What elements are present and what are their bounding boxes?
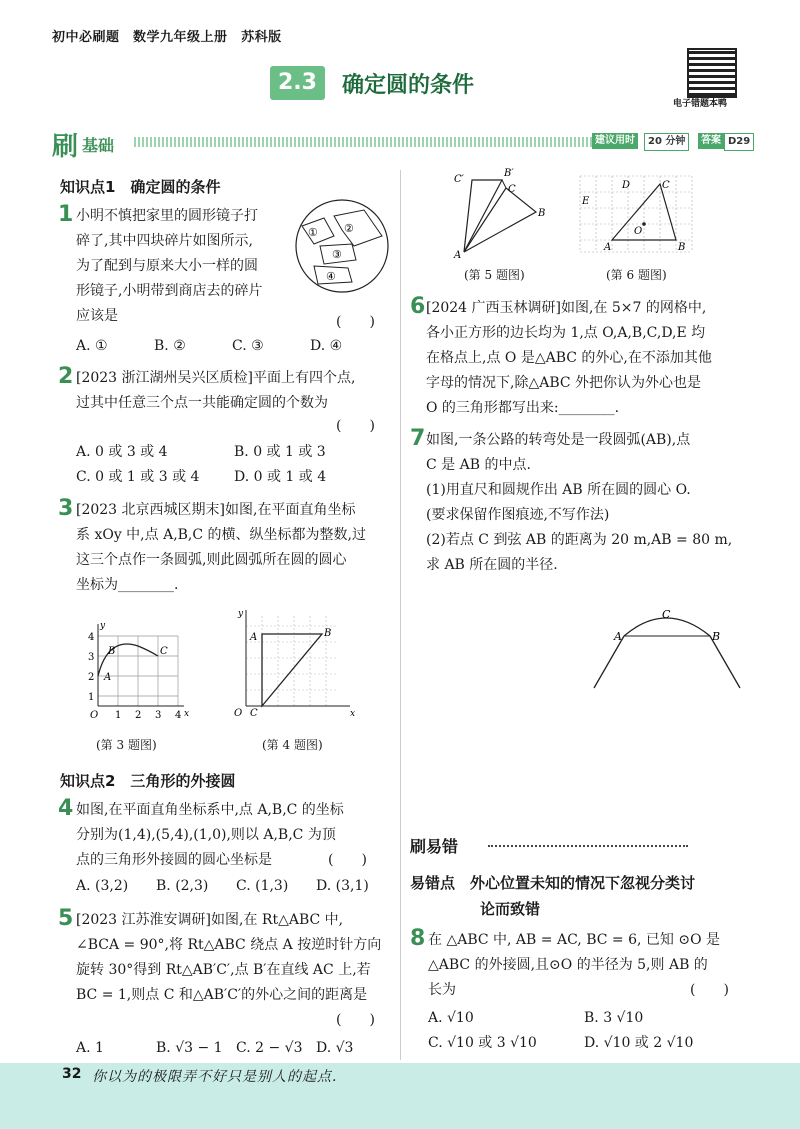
svg-text:3: 3 bbox=[88, 652, 95, 663]
svg-text:2: 2 bbox=[135, 710, 142, 721]
book-header bbox=[52, 26, 282, 45]
q1-option-a[interactable]: A. ① bbox=[76, 338, 108, 354]
q4-option-c[interactable]: C. (1,3) bbox=[236, 878, 289, 894]
q1-option-d[interactable]: D. ④ bbox=[310, 338, 343, 354]
q1-number: 1 bbox=[58, 202, 74, 227]
q5-options bbox=[76, 1036, 376, 1061]
q4-option-a[interactable]: A. (3,2) bbox=[76, 878, 129, 894]
q7-line: (2)若点 C 到弦 AB 的距离为 20 m,AB = 80 m, bbox=[426, 532, 733, 548]
q1-options bbox=[76, 334, 386, 359]
q2-line: 过其中任意三个点一共能确定圆的个数为 bbox=[76, 395, 328, 411]
q3-line: [2023 北京西城区期末]如图,在平面直角坐标 bbox=[76, 502, 356, 518]
q2-option-c[interactable]: C. 0 或 1 或 3 或 4 bbox=[76, 469, 200, 485]
q3-text bbox=[76, 498, 396, 598]
section-number: 2.3 bbox=[270, 66, 325, 100]
q8-answer-paren: ( ) bbox=[690, 982, 729, 998]
q8-line: 长为 bbox=[428, 982, 456, 998]
svg-text:2: 2 bbox=[88, 672, 95, 683]
q3-line: 这三个点作一条圆弧,则此圆弧所在圆的圆心 bbox=[76, 552, 347, 568]
error-band-title: 刷易错 bbox=[410, 837, 459, 856]
fig3-label-b: B bbox=[108, 646, 116, 657]
q7-number: 7 bbox=[410, 426, 426, 451]
q6-line: 在格点上,点 O 是△ABC 的外心,在不添加其他 bbox=[426, 350, 712, 366]
qr-code[interactable] bbox=[687, 48, 737, 98]
q7-line: (1)用直尺和圆规作出 AB 所在圆的圆心 O. bbox=[426, 482, 691, 498]
fig4-label-c: C bbox=[250, 708, 258, 719]
q6-line: 各小正方形的边长均为 1,点 O,A,B,C,D,E 均 bbox=[426, 325, 706, 341]
fig4-axis-x: x bbox=[350, 709, 356, 719]
figure-6 bbox=[576, 172, 696, 258]
q5-text bbox=[76, 908, 396, 1008]
error-point-cont: 论而致错 bbox=[480, 900, 541, 918]
band-label: 基础 bbox=[82, 136, 115, 155]
q5-option-b[interactable]: B. √3 − 1 bbox=[156, 1040, 223, 1056]
q4-options bbox=[76, 874, 386, 899]
fig7-label-a: A bbox=[614, 630, 622, 643]
error-band bbox=[410, 836, 750, 856]
q5-line: 旋转 30°得到 Rt△AB′C′,点 B′在直线 AC 上,若 bbox=[76, 962, 371, 978]
fig3-origin: O bbox=[90, 710, 99, 721]
fig5-caption: (第 5 题图) bbox=[464, 268, 525, 282]
q4-number: 4 bbox=[58, 796, 74, 821]
figure-4 bbox=[226, 606, 356, 722]
book-subject: 数学九年级上册 bbox=[133, 30, 228, 45]
fig6-label-b: B bbox=[678, 242, 686, 253]
q1-option-b[interactable]: B. ② bbox=[154, 338, 186, 354]
q2-text bbox=[76, 366, 396, 416]
q8-line: 在 △ABC 中, AB = AC, BC = 6, 已知 ⊙O 是 bbox=[428, 932, 720, 948]
q8-line: △ABC 的外接圆,且⊙O 的半径为 5,则 AB 的 bbox=[428, 957, 708, 973]
fig4-label-a: A bbox=[250, 632, 258, 643]
book-name: 初中必刷题 bbox=[52, 30, 120, 45]
q6-text bbox=[426, 296, 756, 421]
q6-number: 6 bbox=[410, 294, 426, 319]
time-label: 建议用时 bbox=[592, 133, 638, 149]
q7-line: 求 AB 所在圆的半径. bbox=[426, 557, 558, 573]
answer-label: 答案 bbox=[698, 133, 724, 149]
q2-number: 2 bbox=[58, 364, 74, 389]
q4-option-b[interactable]: B. (2,3) bbox=[156, 878, 209, 894]
q5-line: [2023 江苏淮安调研]如图,在 Rt△ABC 中, bbox=[76, 912, 344, 928]
q6-line: [2024 广西玉林调研]如图,在 5×7 的网格中, bbox=[426, 300, 707, 316]
svg-text:1: 1 bbox=[115, 710, 122, 721]
qr-label: 电子错题本鸭 bbox=[673, 99, 728, 109]
fig3-label-c: C bbox=[160, 646, 168, 657]
fig6-label-c: C bbox=[662, 180, 670, 191]
q8-option-d[interactable]: D. √10 或 2 √10 bbox=[584, 1035, 694, 1051]
q7-text bbox=[426, 428, 756, 578]
fig6-label-a: A bbox=[604, 242, 612, 253]
q1-line: 小明不慎把家里的圆形镜子打 bbox=[76, 208, 258, 224]
fig3-axis-x: x bbox=[184, 709, 190, 719]
q2-answer-paren: ( ) bbox=[336, 418, 375, 434]
q4-line: 如图,在平面直角坐标系中,点 A,B,C 的坐标 bbox=[76, 802, 344, 818]
error-point: 易错点 外心位置未知的情况下忽视分类讨 bbox=[410, 874, 696, 892]
q8-option-b[interactable]: B. 3 √10 bbox=[584, 1010, 644, 1026]
q8-number: 8 bbox=[410, 926, 426, 951]
q5-option-c[interactable]: C. 2 − √3 bbox=[236, 1040, 303, 1056]
error-band-dots bbox=[488, 845, 688, 847]
q1-line: 应该是 bbox=[76, 308, 118, 324]
figure-3 bbox=[84, 618, 194, 722]
q8-options bbox=[428, 1006, 758, 1056]
fig7-label-c: C bbox=[662, 608, 671, 621]
q2-line: [2023 浙江湖州吴兴区质检]平面上有四个点, bbox=[76, 370, 356, 386]
fig5-label-c: C bbox=[508, 184, 516, 195]
q8-option-c[interactable]: C. √10 或 3 √10 bbox=[428, 1035, 537, 1051]
q1-line: 为了配到与原来大小一样的圆 bbox=[76, 258, 258, 274]
time-value: 20 分钟 bbox=[644, 133, 689, 151]
q5-line: ∠BCA = 90°,将 Rt△ABC 绕点 A 按逆时针方向 bbox=[76, 937, 382, 953]
fig4-caption: (第 4 题图) bbox=[262, 738, 323, 752]
q4-line: 分别为(1,4),(5,4),(1,0),则以 A,B,C 为顶 bbox=[76, 827, 336, 843]
fig5-label-bp: B′ bbox=[504, 168, 514, 179]
svg-text:4: 4 bbox=[88, 632, 95, 643]
piece-1-label: ① bbox=[308, 226, 318, 239]
answer-value: D29 bbox=[724, 133, 754, 151]
q4-answer-paren: ( ) bbox=[328, 852, 367, 868]
basics-band bbox=[52, 130, 752, 162]
knowledge-point-2: 知识点2 三角形的外接圆 bbox=[60, 772, 236, 790]
q5-option-d[interactable]: D. √3 bbox=[316, 1040, 354, 1056]
fig7-label-b: B bbox=[712, 630, 721, 643]
q2-option-b[interactable]: B. 0 或 1 或 3 bbox=[234, 444, 326, 460]
q7-line: (要求保留作图痕迹,不写作法) bbox=[426, 507, 610, 523]
svg-text:1: 1 bbox=[88, 692, 95, 703]
figure-5 bbox=[450, 168, 560, 260]
fig6-label-o: O bbox=[634, 226, 643, 237]
fig4-origin: O bbox=[234, 708, 243, 719]
fig5-label-b: B bbox=[538, 208, 546, 219]
piece-2-label: ② bbox=[344, 222, 354, 235]
q7-line: 如图,一条公路的转弯处是一段圆弧(AB),点 bbox=[426, 432, 691, 448]
q5-line: BC = 1,则点 C 和△AB′C′的外心之间的距离是 bbox=[76, 987, 368, 1003]
fig5-label-a: A bbox=[454, 250, 462, 260]
q3-line: 系 xOy 中,点 A,B,C 的横、纵坐标都为整数,过 bbox=[76, 527, 366, 543]
shua-mark: 刷 bbox=[52, 132, 79, 162]
q1-answer-paren: ( ) bbox=[336, 314, 375, 330]
fig6-label-d: D bbox=[622, 180, 631, 191]
q2-option-d[interactable]: D. 0 或 1 或 4 bbox=[234, 469, 327, 485]
svg-text:3: 3 bbox=[155, 710, 162, 721]
fig6-label-e: E bbox=[582, 196, 590, 207]
fig3-axis-y: y bbox=[100, 621, 106, 631]
q3-line: 坐标为________. bbox=[76, 577, 179, 593]
column-divider bbox=[400, 170, 401, 1060]
mirror-figure bbox=[294, 196, 390, 298]
fig3-label-a: A bbox=[104, 672, 112, 683]
q6-line: O 的三角形都写出来:________. bbox=[426, 400, 620, 416]
q1-text bbox=[76, 204, 296, 329]
q1-line: 形镜子,小明带到商店去的碎片 bbox=[76, 283, 263, 299]
knowledge-point-1: 知识点1 确定圆的条件 bbox=[60, 178, 221, 196]
q5-answer-paren: ( ) bbox=[336, 1012, 375, 1028]
q1-option-c[interactable]: C. ③ bbox=[232, 338, 264, 354]
q8-option-a[interactable]: A. √10 bbox=[428, 1010, 474, 1026]
q5-number: 5 bbox=[58, 906, 74, 931]
footer-motto: 你以为的极限弄不好只是别人的起点. bbox=[92, 1069, 338, 1085]
piece-4-label: ④ bbox=[326, 270, 336, 283]
fig4-label-b: B bbox=[324, 628, 332, 639]
figure-7-road bbox=[588, 606, 748, 692]
fig5-label-cp: C′ bbox=[454, 174, 464, 185]
q1-line: 碎了,其中四块碎片如图所示, bbox=[76, 233, 253, 249]
fig6-caption: (第 6 题图) bbox=[606, 268, 667, 282]
q4-option-d[interactable]: D. (3,1) bbox=[316, 878, 369, 894]
q4-line: 点的三角形外接圆的圆心坐标是 bbox=[76, 852, 272, 868]
svg-text:4: 4 bbox=[175, 710, 182, 721]
piece-3-label: ③ bbox=[332, 248, 342, 261]
q7-line: C 是 AB 的中点. bbox=[426, 457, 531, 473]
q3-number: 3 bbox=[58, 496, 74, 521]
book-edition: 苏科版 bbox=[241, 30, 282, 45]
section-title bbox=[270, 60, 530, 108]
q2-options bbox=[76, 440, 396, 490]
band-stripes bbox=[134, 137, 634, 147]
q5-option-a[interactable]: A. 1 bbox=[76, 1040, 104, 1056]
fig3-caption: (第 3 题图) bbox=[96, 738, 157, 752]
q2-option-a[interactable]: A. 0 或 3 或 4 bbox=[76, 444, 168, 460]
page-number: 32 bbox=[62, 1066, 82, 1082]
q6-line: 字母的情况下,除△ABC 外把你认为外心也是 bbox=[426, 375, 702, 391]
section-name: 确定圆的条件 bbox=[342, 73, 475, 98]
fig4-axis-y: y bbox=[238, 609, 244, 619]
